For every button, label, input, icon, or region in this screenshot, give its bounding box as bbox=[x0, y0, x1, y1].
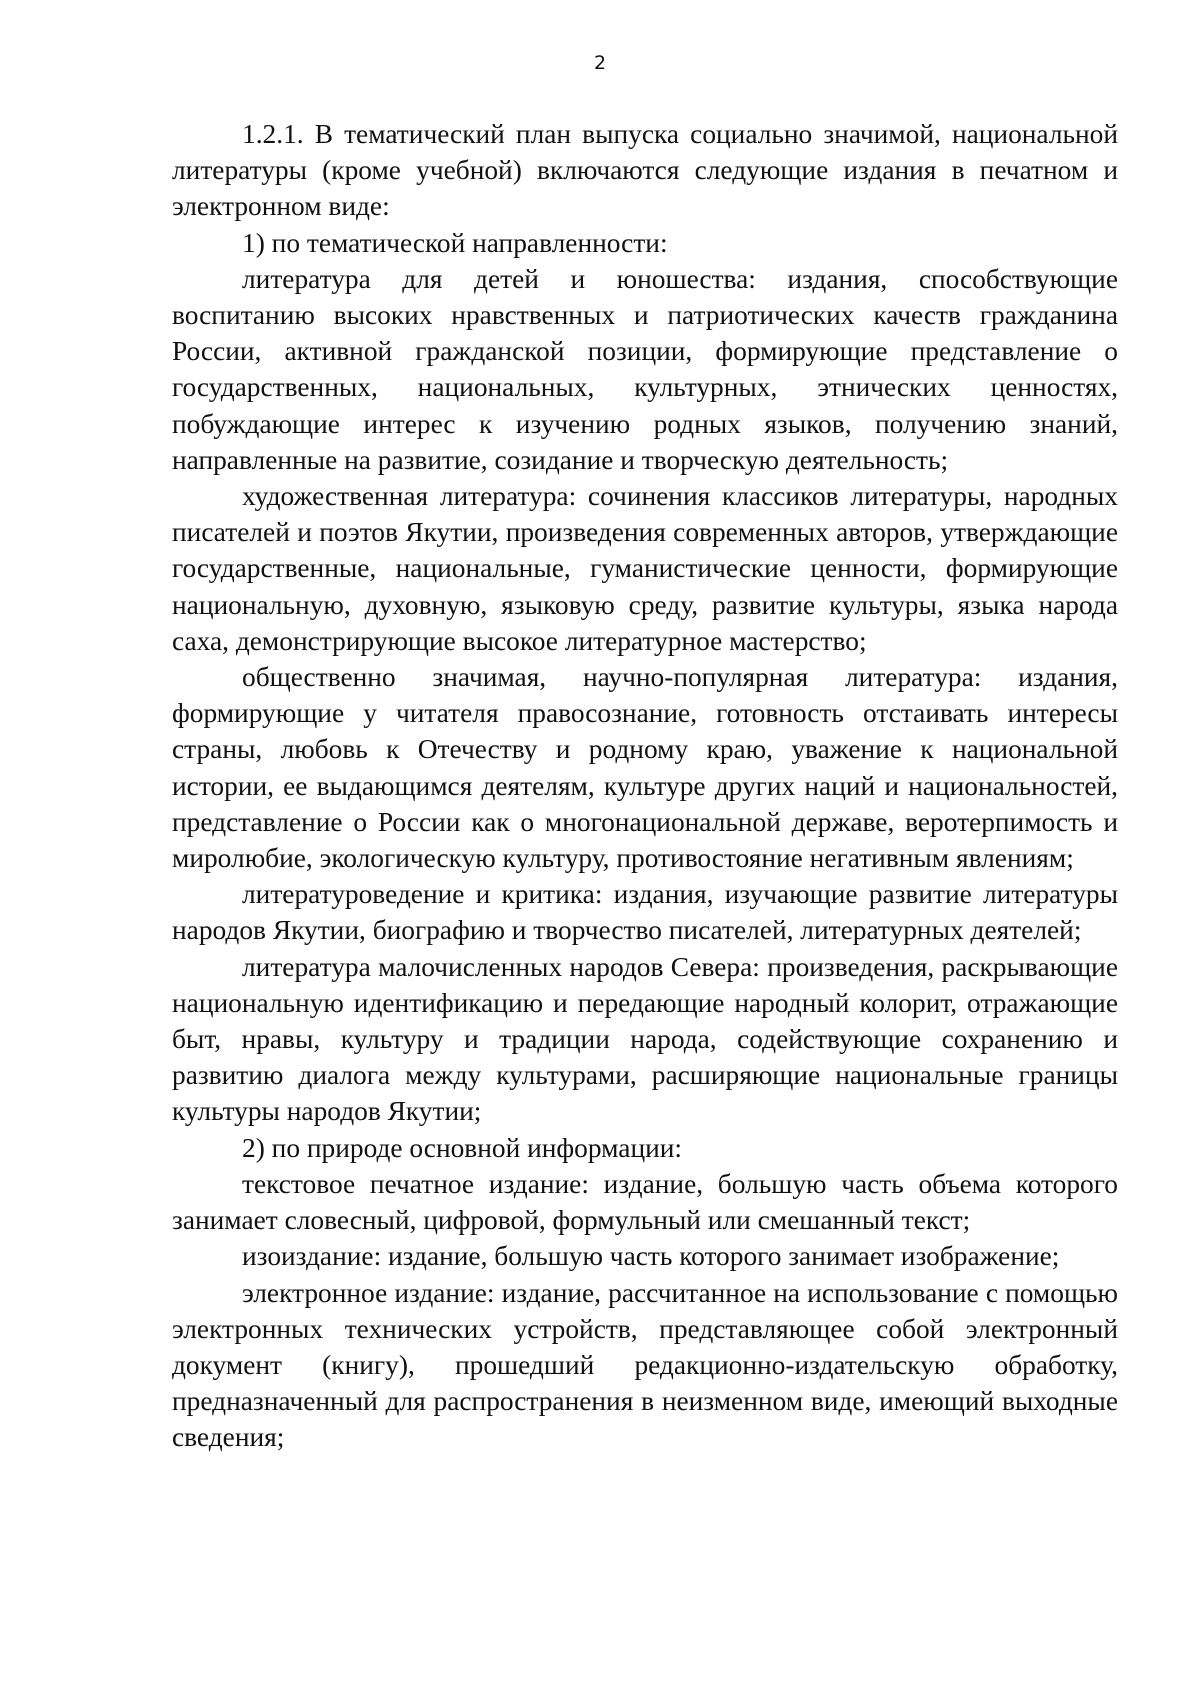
paragraph-literary-criticism: литературоведение и критика: издания, изучающие развитие литературы народов Якутии, биографию и творчество писателей, литературных деятелей; bbox=[172, 879, 1118, 946]
paragraph-fiction: художественная литература: сочинения классиков литературы, народных писателей и поэтов Якутии, произведения современных авторов, утверждающие государственные, национальные, гуманистические ценности, формирующие национальную, духовную, языковую среду, развитие культуры, языка народа саха, демонстрирующие высокое литературное мастерство; bbox=[172, 481, 1118, 656]
paragraph-popular-science: общественно значимая, научно-популярная литература: издания, формирующие у читателя правосознание, готовность отстаивать интересы страны, любовь к Отечеству и родному краю, уважение к национальной истории, ее выдающимся деятелям, культуре других наций и национальностей, представление о России как о многонациональной державе, веротерпимость и миролюбие, экологическую культуру, противостояние негативным явлениям; bbox=[172, 662, 1118, 874]
paragraph-information-heading: 2) по природе основной информации: bbox=[242, 1132, 683, 1163]
paragraph-northern-peoples: литература малочисленных народов Севера: произведения, раскрывающие национальную идентификацию и передающие народный колорит, отражающие быт, нравы, культуру и традиции народа, содействующие сохранению и развитию диалога между культурами, расширяющие национальные границы культуры народов Якутии; bbox=[172, 951, 1118, 1127]
paragraph-electronic-edition: электронное издание: издание, рассчитанное на использование с помощью электронных технических устройств, представляющее собой электронный документ (книгу), прошедший редакционно-издательскую обработку, предназначенный для распространения в неизменном виде, имеющий выходные сведения; bbox=[172, 1277, 1118, 1453]
paragraph-children-literature: литература для детей и юношества: издания, способствующие воспитанию высоких нравственных и патриотических качеств гражданина России, активной гражданской позиции, формирующие представление о государственных, национальных, культурных, этнических ценностях, побуждающие интерес к изучению родных языков, получению знаний, направленные на развитие, созидание и творческую деятельность; bbox=[172, 263, 1118, 475]
document-body bbox=[172, 116, 1118, 1456]
paragraph-1-2-1: 1.2.1. В тематический план выпуска социально значимой, национальной литературы (кроме учебной) включаются следующие издания в печатном и электронном виде: bbox=[172, 119, 1118, 222]
page-number: 2 bbox=[593, 52, 607, 74]
paragraph-image-edition: изоиздание: издание, большую часть которого занимает изображение; bbox=[242, 1241, 1060, 1272]
paragraph-text-edition: текстовое печатное издание: издание, большую часть объема которого занимает словесный, цифровой, формульный или смешанный текст; bbox=[172, 1168, 1118, 1236]
paragraph-thematic-heading: 1) по тематической направленности: bbox=[242, 227, 668, 258]
